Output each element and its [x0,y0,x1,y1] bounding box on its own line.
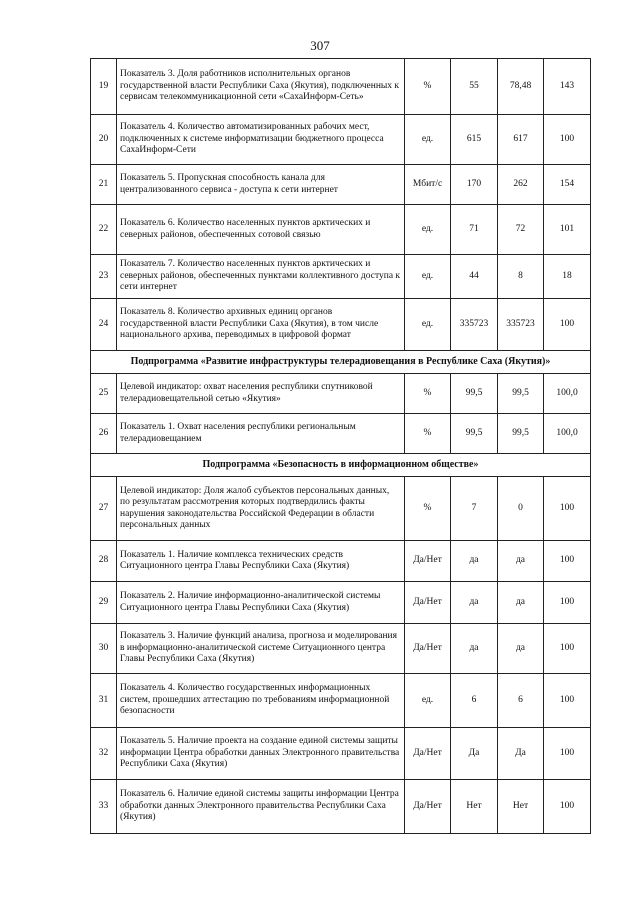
section-row [91,454,591,477]
table-row [91,541,591,582]
table-row [91,205,591,255]
percent-cell: 100 [544,780,591,834]
table-row [91,255,591,299]
planned-value-cell: 71 [451,205,498,255]
percent-cell: 154 [544,165,591,205]
actual-value-cell: 262 [498,165,544,205]
indicator-name-cell: Показатель 3. Наличие функций анализа, прогноза и моделирования в информационно-аналитической системе Ситуационного центра Главы Республики Саха (Якутия) [117,624,405,674]
percent-cell: 100 [544,582,591,624]
row-number-cell: 28 [91,541,117,582]
actual-value-cell: 6 [498,674,544,728]
unit-cell: ед. [405,115,451,165]
table-row [91,59,591,115]
indicator-name-cell: Показатель 6. Количество населенных пунктов арктических и северных районов, обеспеченных сотовой связью [117,205,405,255]
indicator-name-cell: Целевой индикатор: охват населения республики спутниковой телерадиовещательной сетью «Якутия» [117,374,405,414]
unit-cell: Да/Нет [405,582,451,624]
row-number-cell: 25 [91,374,117,414]
percent-cell: 100 [544,477,591,541]
unit-cell: ед. [405,299,451,351]
planned-value-cell: да [451,624,498,674]
row-number-cell: 30 [91,624,117,674]
unit-cell: % [405,414,451,454]
planned-value-cell: 44 [451,255,498,299]
section-title: Подпрограмма «Развитие инфраструктуры телерадиовещания в Республике Саха (Якутия)» [91,351,591,374]
indicator-name-cell: Показатель 2. Наличие информационно-аналитической системы Ситуационного центра Главы Республики Саха (Якутия) [117,582,405,624]
actual-value-cell: Да [498,728,544,780]
indicator-name-cell: Показатель 1. Наличие комплекса технических средств Ситуационного центра Главы Республики Саха (Якутия) [117,541,405,582]
row-number-cell: 19 [91,59,117,115]
actual-value-cell: 78,48 [498,59,544,115]
percent-cell: 100,0 [544,374,591,414]
planned-value-cell: 99,5 [451,414,498,454]
planned-value-cell: да [451,582,498,624]
row-number-cell: 32 [91,728,117,780]
table-row [91,115,591,165]
indicator-name-cell: Показатель 5. Наличие проекта на создание единой системы защиты информации Центра обработки данных Электронного правительства Республики Саха (Якутия) [117,728,405,780]
table-row [91,780,591,834]
table-row [91,165,591,205]
actual-value-cell: да [498,541,544,582]
actual-value-cell: 99,5 [498,414,544,454]
actual-value-cell: 617 [498,115,544,165]
percent-cell: 101 [544,205,591,255]
percent-cell: 18 [544,255,591,299]
percent-cell: 100 [544,728,591,780]
section-row [91,351,591,374]
table-row [91,582,591,624]
unit-cell: Да/Нет [405,624,451,674]
indicator-name-cell: Целевой индикатор: Доля жалоб субъектов персональных данных, по результатам рассмотрения которых подтвердились факты нарушения законодательства Российской Федерации в области персональных данных [117,477,405,541]
unit-cell: ед. [405,255,451,299]
actual-value-cell: 8 [498,255,544,299]
unit-cell: % [405,374,451,414]
planned-value-cell: 99,5 [451,374,498,414]
planned-value-cell: 170 [451,165,498,205]
unit-cell: % [405,59,451,115]
indicator-name-cell: Показатель 8. Количество архивных единиц органов государственной власти Республики Саха (Якутия), в том числе национального архива, переводимых в цифровой формат [117,299,405,351]
indicator-name-cell: Показатель 4. Количество автоматизированных рабочих мест, подключенных к системе информатизации бюджетного процесса СахаИнформ-Сети [117,115,405,165]
row-number-cell: 27 [91,477,117,541]
indicator-name-cell: Показатель 5. Пропускная способность канала для централизованного сервиса - доступа к сети интернет [117,165,405,205]
planned-value-cell: 7 [451,477,498,541]
actual-value-cell: да [498,624,544,674]
indicator-name-cell: Показатель 1. Охват населения республики региональным телерадиовещанием [117,414,405,454]
actual-value-cell: 335723 [498,299,544,351]
row-number-cell: 29 [91,582,117,624]
table-row [91,674,591,728]
row-number-cell: 26 [91,414,117,454]
planned-value-cell: 335723 [451,299,498,351]
unit-cell: % [405,477,451,541]
page-number: 307 [310,38,330,53]
row-number-cell: 22 [91,205,117,255]
unit-cell: Да/Нет [405,728,451,780]
indicator-name-cell: Показатель 6. Наличие единой системы защиты информации Центра обработки данных Электронного правительства Республики Саха (Якутия) [117,780,405,834]
actual-value-cell: 99,5 [498,374,544,414]
percent-cell: 143 [544,59,591,115]
indicator-name-cell: Показатель 4. Количество государственных информационных систем, прошедших аттестацию по требованиям информационной безопасности [117,674,405,728]
planned-value-cell: 55 [451,59,498,115]
percent-cell: 100 [544,624,591,674]
planned-value-cell: Да [451,728,498,780]
unit-cell: ед. [405,674,451,728]
actual-value-cell: 0 [498,477,544,541]
percent-cell: 100 [544,299,591,351]
actual-value-cell: Нет [498,780,544,834]
percent-cell: 100 [544,674,591,728]
table-row [91,624,591,674]
row-number-cell: 31 [91,674,117,728]
percent-cell: 100,0 [544,414,591,454]
planned-value-cell: да [451,541,498,582]
row-number-cell: 24 [91,299,117,351]
percent-cell: 100 [544,541,591,582]
indicators-table [90,58,591,834]
unit-cell: Да/Нет [405,541,451,582]
planned-value-cell: 615 [451,115,498,165]
percent-cell: 100 [544,115,591,165]
table-row [91,728,591,780]
row-number-cell: 33 [91,780,117,834]
unit-cell: Да/Нет [405,780,451,834]
planned-value-cell: 6 [451,674,498,728]
actual-value-cell: 72 [498,205,544,255]
planned-value-cell: Нет [451,780,498,834]
indicator-name-cell: Показатель 3. Доля работников исполнительных органов государственной власти Республики Саха (Якутия), подключенных к сервисам телекоммуникационной сети «СахаИнформ-Сеть» [117,59,405,115]
row-number-cell: 23 [91,255,117,299]
section-title: Подпрограмма «Безопасность в информационном обществе» [91,454,591,477]
table-row [91,299,591,351]
table-row [91,414,591,454]
table-row [91,477,591,541]
row-number-cell: 20 [91,115,117,165]
indicator-name-cell: Показатель 7. Количество населенных пунктов арктических и северных районов, обеспеченных пунктами коллективного доступа к сети интернет [117,255,405,299]
unit-cell: Мбит/с [405,165,451,205]
row-number-cell: 21 [91,165,117,205]
actual-value-cell: да [498,582,544,624]
indicators-table-body [91,59,591,834]
table-row [91,374,591,414]
unit-cell: ед. [405,205,451,255]
